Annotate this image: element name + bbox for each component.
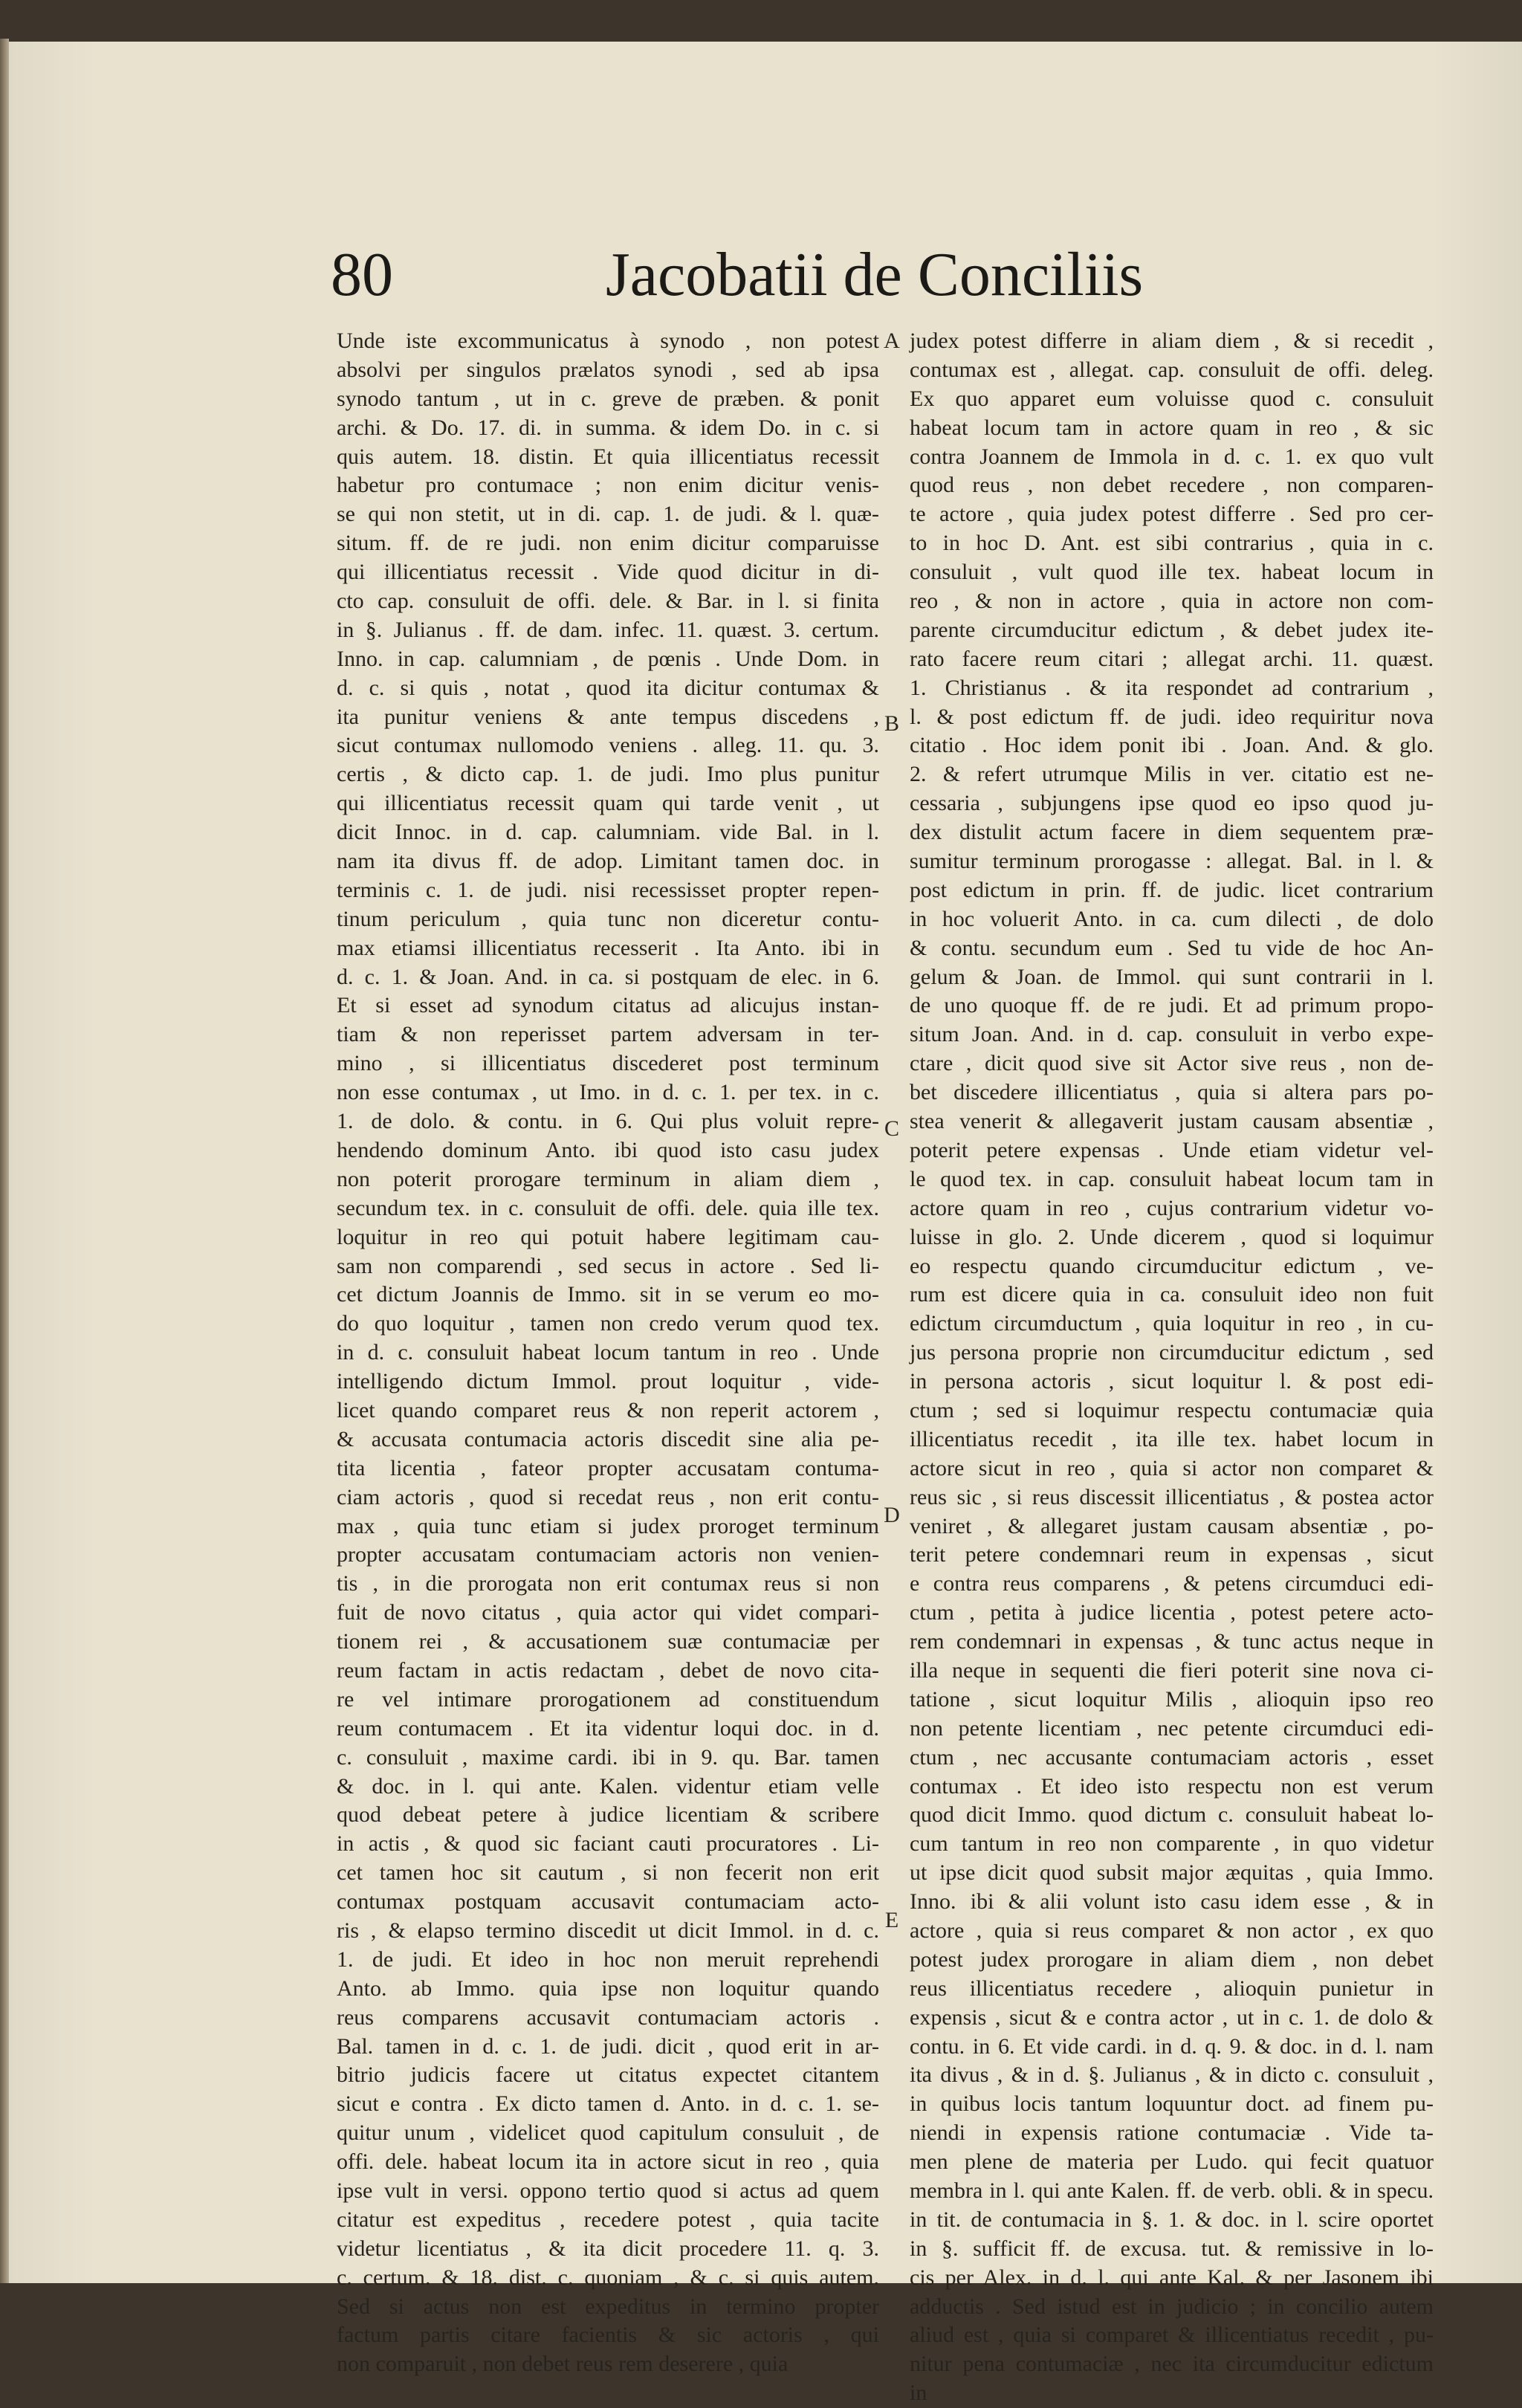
text-line: contra Joannem de Immola in d. c. 1. ex quo vult: [910, 444, 1434, 469]
text-line: loquitur in reo qui potuit habere legitimam cau-: [337, 1224, 879, 1249]
text-line: ctum ; sed si loquimur respectu contumaciæ quia: [910, 1397, 1434, 1423]
text-line: max , quia tunc etiam si judex proroget terminum: [337, 1513, 879, 1538]
text-line: tita licentia , fateor propter accusatam contuma-: [337, 1455, 879, 1480]
text-line: re vel intimare prorogationem ad constituendum: [337, 1686, 879, 1712]
text-line: & doc. in l. qui ante. Kalen. videntur etiam velle: [337, 1773, 879, 1799]
text-line: do quo loquitur , tamen non credo verum quod tex.: [337, 1311, 879, 1336]
text-line: in persona actoris , sicut loquitur l. & post edi-: [910, 1369, 1434, 1394]
text-line: sam non comparendi , sed secus in actore . Sed li-: [337, 1253, 879, 1278]
text-line: niendi in expensis ratione contumaciæ . Vide ta-: [910, 2120, 1434, 2146]
text-line: reus sic , si reus discessit illicentiatus , & postea actor: [910, 1484, 1434, 1509]
text-line: nam ita divus ff. de adop. Limitant tamen doc. in: [337, 849, 879, 874]
text-line: situm. ff. de re judi. non enim dicitur comparuisse: [337, 531, 879, 556]
text-line: non comparuit , non debet reus rem deserere , quia: [337, 2352, 788, 2377]
text-line: actore , quia si reus comparet & non actor , ex quo: [910, 1917, 1434, 1943]
text-line: Ex quo apparet eum voluisse quod c. consuluit: [910, 386, 1434, 411]
text-line: d. c. 1. & Joan. And. in ca. si postquam de elec. in 6.: [337, 964, 879, 989]
text-line: tinum periculum , quia tunc non diceretur contu-: [337, 906, 879, 931]
text-line: quitur unum , videlicet quod capitulum consuluit , de: [337, 2120, 879, 2146]
text-line: judex potest differre in aliam diem , & si recedit ,: [910, 328, 1434, 353]
text-line: 1. de dolo. & contu. in 6. Qui plus voluit repre-: [337, 1109, 879, 1134]
text-line: rem condemnari in expensas , & tunc actus neque in: [910, 1629, 1434, 1654]
text-line: luisse in glo. 2. Unde dicerem , quod si loquimur: [910, 1224, 1434, 1249]
text-line: contumax . Et ideo isto respectu non est verum: [910, 1773, 1434, 1799]
text-line: bitrio judicis facere ut citatus expectet citantem: [337, 2062, 879, 2088]
text-line: terminis c. 1. de judi. nisi recessisset propter repen-: [337, 877, 879, 902]
text-line: post edictum in prin. ff. de judic. licet contrarium: [910, 877, 1434, 902]
text-line: non petente licentiam , nec petente circumduci edi-: [910, 1715, 1434, 1741]
text-line: archi. & Do. 17. di. in summa. & idem Do. in c. si: [337, 415, 879, 440]
text-line: citatio . Hoc idem ponit ibi . Joan. And. & glo.: [910, 733, 1434, 758]
text-line: adductis . Sed istud est in judicio ; in concilio autem: [910, 2294, 1434, 2319]
text-line: membra in l. qui ante Kalen. ff. de verb. obli. & in specu.: [910, 2178, 1434, 2203]
text-line: cet dictum Joannis de Immo. sit in se verum eo mo-: [337, 1282, 879, 1307]
text-line: 2. & refert utrumque Milis in ver. citatio est ne-: [910, 762, 1434, 787]
text-line: reus comparens accusavit contumaciam actoris .: [337, 2004, 879, 2030]
text-line: quis autem. 18. distin. Et quia illicentiatus recessit: [337, 444, 879, 469]
margin-letter: E: [884, 1908, 899, 1932]
text-line: non esse contumax , ut Imo. in d. c. 1. per tex. in c.: [337, 1080, 879, 1105]
text-line: Anto. ab Immo. quia ipse non loquitur quando: [337, 1975, 879, 2001]
text-line: offi. dele. habeat locum ita in actore sicut in reo , quia: [337, 2149, 879, 2175]
text-line: men plene de materia per Ludo. qui fecit quatuor: [910, 2149, 1434, 2175]
text-line: certis , & dicto cap. 1. de judi. Imo plus punitur: [337, 762, 879, 787]
text-line: c. consuluit , maxime cardi. ibi in 9. qu. Bar. tamen: [337, 1744, 879, 1770]
text-line: contumax est , allegat. cap. consuluit de offi. deleg.: [910, 357, 1434, 382]
text-line: sumitur terminum prorogasse : allegat. Bal. in l. &: [910, 849, 1434, 874]
text-line: Inno. in cap. calumniam , de pœnis . Unde Dom. in: [337, 646, 879, 671]
text-line: gelum & Joan. de Immol. qui sunt contrarii in l.: [910, 964, 1434, 989]
text-line: veniret , & allegaret justam causam absentiæ , po-: [910, 1513, 1434, 1538]
text-line: cet tamen hoc sit cautum , si non fecerit non erit: [337, 1860, 879, 1886]
text-line: potest judex prorogare in aliam diem , non debet: [910, 1946, 1434, 1972]
text-line: l. & post edictum ff. de judi. ideo requiritur nova: [910, 704, 1434, 729]
text-line: in tit. de contumacia in §. 1. & doc. in l. scire oportet: [910, 2207, 1434, 2232]
text-line: citatur est expeditus , recedere potest , quia tacite: [337, 2207, 879, 2232]
text-line: cessaria , subjungens ipse quod eo ipso quod ju-: [910, 791, 1434, 816]
text-line: videtur licentiatus , & ita dicit procedere 11. q. 3.: [337, 2236, 879, 2261]
text-line: & contu. secundum eum . Sed tu vide de hoc An-: [910, 935, 1434, 960]
text-line: ita punitur veniens & ante tempus discedens ,: [337, 704, 879, 729]
text-line: cis per Alex. in d. l. qui ante Kal. & per Jasonem ibi: [910, 2265, 1434, 2290]
text-line: Unde iste excommunicatus à synodo , non potest: [337, 328, 879, 353]
text-line: actore quam in reo , cujus contrarium videtur vo-: [910, 1195, 1434, 1220]
text-line: secundum tex. in c. consuluit de offi. dele. quia ille tex.: [337, 1195, 879, 1220]
text-line: propter accusatam contumaciam actoris non venien-: [337, 1542, 879, 1567]
text-line: cum tantum in reo non comparente , in quo videtur: [910, 1831, 1434, 1857]
text-line: Bal. tamen in d. c. 1. de judi. dicit , quod erit in ar-: [337, 2033, 879, 2059]
text-line: de uno quoque ff. de re judi. Et ad primum propo-: [910, 993, 1434, 1018]
text-line: ctare , dicit quod sive sit Actor sive reus , non de-: [910, 1051, 1434, 1076]
text-line: se qui non stetit, ut in di. cap. 1. de judi. & l. quæ-: [337, 502, 879, 527]
text-line: sicut contumax nullomodo veniens . alleg. 11. qu. 3.: [337, 733, 879, 758]
text-line: parente circumducitur edictum , & debet judex ite-: [910, 617, 1434, 642]
text-line: stea venerit & allegaverit justam causam absentiæ ,: [910, 1109, 1434, 1134]
page-header: [331, 238, 1208, 312]
text-line: d. c. si quis , notat , quod ita dicitur contumax &: [337, 675, 879, 700]
margin-letter: D: [884, 1503, 900, 1527]
text-line: ctum , petita à judice licentia , potest petere acto-: [910, 1600, 1434, 1625]
text-line: contu. in 6. Et vide cardi. in d. q. 9. & doc. in d. l. nam: [910, 2033, 1434, 2059]
text-line: dicit Innoc. in d. cap. calumniam. vide Bal. in l.: [337, 820, 879, 845]
margin-letter: A: [884, 328, 900, 353]
text-line: Inno. ibi & alii volunt isto casu idem esse , & in: [910, 1889, 1434, 1915]
text-line: fuit de novo citatus , quia actor qui videt compari-: [337, 1600, 879, 1625]
text-line: eo respectu quando circumducitur edictum , ve-: [910, 1253, 1434, 1278]
text-line: 1. Christianus . & ita respondet ad contrarium ,: [910, 675, 1434, 700]
text-line: rum est dicere quia in ca. consuluit ideo non fuit: [910, 1282, 1434, 1307]
text-line: cto cap. consuluit de offi. dele. & Bar. in l. si finita: [337, 589, 879, 614]
text-line: mino , si illicentiatus discederet post terminum: [337, 1051, 879, 1076]
text-line: qui illicentiatus recessit quam qui tarde venit , ut: [337, 791, 879, 816]
text-line: rato facere reum citari ; allegat archi. 11. quæst.: [910, 646, 1434, 671]
text-line: aliud est , quia si comparet & illicentiatus recedit , pu-: [910, 2323, 1434, 2348]
text-line: consuluit , vult quod ille tex. habeat locum in: [910, 560, 1434, 585]
text-line: in hoc voluerit Anto. in ca. cum dilecti , de dolo: [910, 906, 1434, 931]
text-line: intelligendo dictum Immol. prout loquitur , vide-: [337, 1369, 879, 1394]
text-line: factum partis citare facientis & sic actoris , qui: [337, 2323, 879, 2348]
margin-letter: C: [884, 1116, 899, 1141]
text-line: 1. de judi. Et ideo in hoc non meruit reprehendi: [337, 1946, 879, 1972]
text-line: ita divus , & in d. §. Julianus , & in dicto c. consuluit ,: [910, 2062, 1434, 2088]
text-line: absolvi per singulos prælatos synodi , sed ab ipsa: [337, 357, 879, 382]
page-number: 80: [331, 240, 393, 309]
text-line: tiam & non reperisset partem adversam in ter-: [337, 1022, 879, 1047]
text-line: ris , & elapso termino discedit ut dicit Immol. in d. c.: [337, 1917, 879, 1943]
text-line: reum factam in actis redactam , debet de novo cita-: [337, 1657, 879, 1683]
text-line: illicentiatus recedit , ita ille tex. habet locum in: [910, 1426, 1434, 1451]
text-line: Sed si actus non est expeditus in termino propter: [337, 2294, 879, 2319]
text-line: ctum , nec accusante contumaciam actoris , esset: [910, 1744, 1434, 1770]
text-line: quod debeat petere à judice licentiam & scribere: [337, 1802, 879, 1828]
text-line: synodo tantum , ut in c. greve de præben. & ponit: [337, 386, 879, 411]
text-line: le quod tex. in cap. consuluit habeat locum tam in: [910, 1166, 1434, 1191]
text-line: in quibus locis tantum loquuntur doct. ad finem pu-: [910, 2091, 1434, 2117]
text-line: tatione , sicut loquitur Milis , alioquin ipso reo: [910, 1686, 1434, 1712]
text-line: expensis , sicut & e contra actor , ut in c. 1. de dolo &: [910, 2004, 1434, 2030]
text-line: poterit petere expensas . Unde etiam videtur vel-: [910, 1137, 1434, 1162]
margin-letter: B: [884, 711, 899, 736]
text-line: ipse vult in versi. oppono tertio quod si actus ad quem: [337, 2178, 879, 2203]
text-line: max etiamsi illicentiatus recesserit . Ita Anto. ibi in: [337, 935, 879, 960]
text-line: tionem rei , & accusationem suæ contumaciæ per: [337, 1629, 879, 1654]
text-line: sicut e contra . Ex dicto tamen d. Anto. in d. c. 1. se-: [337, 2091, 879, 2117]
text-line: actore sicut in reo , quia si actor non comparet &: [910, 1455, 1434, 1480]
text-line: reus illicentiatus recedere , alioquin punietur in: [910, 1975, 1434, 2001]
text-line: in d. c. consuluit habeat locum tantum in reo . Unde: [337, 1340, 879, 1365]
book-edge: [0, 39, 9, 2283]
text-line: nitur pena contumaciæ , nec ita circumducitur edictum: [910, 2352, 1434, 2377]
text-line: in actis , & quod sic faciant cauti procuratores . Li-: [337, 1831, 879, 1857]
text-line: Et si esset ad synodum citatus ad alicujus instan-: [337, 993, 879, 1018]
text-line: te actore , quia judex potest differre . Sed pro cer-: [910, 502, 1434, 527]
text-line: tis , in die prorogata non erit contumax reus si non: [337, 1571, 879, 1596]
text-line: in §. Julianus . ff. de dam. infec. 11. quæst. 3. certum.: [337, 617, 879, 642]
text-line: & accusata contumacia actoris discedit sine alia pe-: [337, 1426, 879, 1451]
text-line: non poterit prorogare terminum in aliam diem ,: [337, 1166, 879, 1191]
text-line: qui illicentiatus recessit . Vide quod dicitur in di-: [337, 560, 879, 585]
right-text-column: [910, 327, 1434, 2408]
text-line: habetur pro contumace ; non enim dicitur venis-: [337, 473, 879, 498]
running-title: Jacobatii de Conciliis: [606, 240, 1144, 309]
text-line: e contra reus comparens , & petens circumduci edi-: [910, 1571, 1434, 1596]
text-line: illa neque in sequenti die fieri poterit sine nova ci-: [910, 1657, 1434, 1683]
text-line: quod dicit Immo. quod dictum c. consuluit habeat lo-: [910, 1802, 1434, 1828]
text-line: in: [910, 2381, 927, 2406]
text-line: in §. sufficit ff. de excusa. tut. & remissive in lo-: [910, 2236, 1434, 2261]
text-line: reo , & non in actore , quia in actore non com-: [910, 589, 1434, 614]
text-line: to in hoc D. Ant. est sibi contrarius , quia in c.: [910, 531, 1434, 556]
text-line: ciam actoris , quod si recedat reus , non erit contu-: [337, 1484, 879, 1509]
text-line: terit petere condemnari reum in expensas , sicut: [910, 1542, 1434, 1567]
text-line: bet discedere illicentiatus , quia si altera pars po-: [910, 1080, 1434, 1105]
text-line: habeat locum tam in actore quam in reo , & sic: [910, 415, 1434, 440]
text-line: licet quando comparet reus & non reperit actorem ,: [337, 1397, 879, 1423]
text-line: jus persona proprie non circumducitur edictum , sed: [910, 1340, 1434, 1365]
text-line: hendendo dominum Anto. ibi quod isto casu judex: [337, 1137, 879, 1162]
text-line: c. certum. & 18. dist. c. quoniam , & c. si quis autem.: [337, 2265, 879, 2290]
text-line: quod reus , non debet recedere , non comparen-: [910, 473, 1434, 498]
text-line: situm Joan. And. in d. cap. consuluit in verbo expe-: [910, 1022, 1434, 1047]
text-line: edictum circumductum , quia loquitur in reo , in cu-: [910, 1311, 1434, 1336]
text-line: dex distulit actum facere in diem sequentem præ-: [910, 820, 1434, 845]
text-line: ut ipse dicit quod subsit major æquitas , quia Immo.: [910, 1860, 1434, 1886]
left-text-column: [337, 327, 879, 2379]
text-line: reum contumacem . Et ita videntur loqui doc. in d.: [337, 1715, 879, 1741]
text-line: contumax postquam accusavit contumaciam acto-: [337, 1889, 879, 1915]
